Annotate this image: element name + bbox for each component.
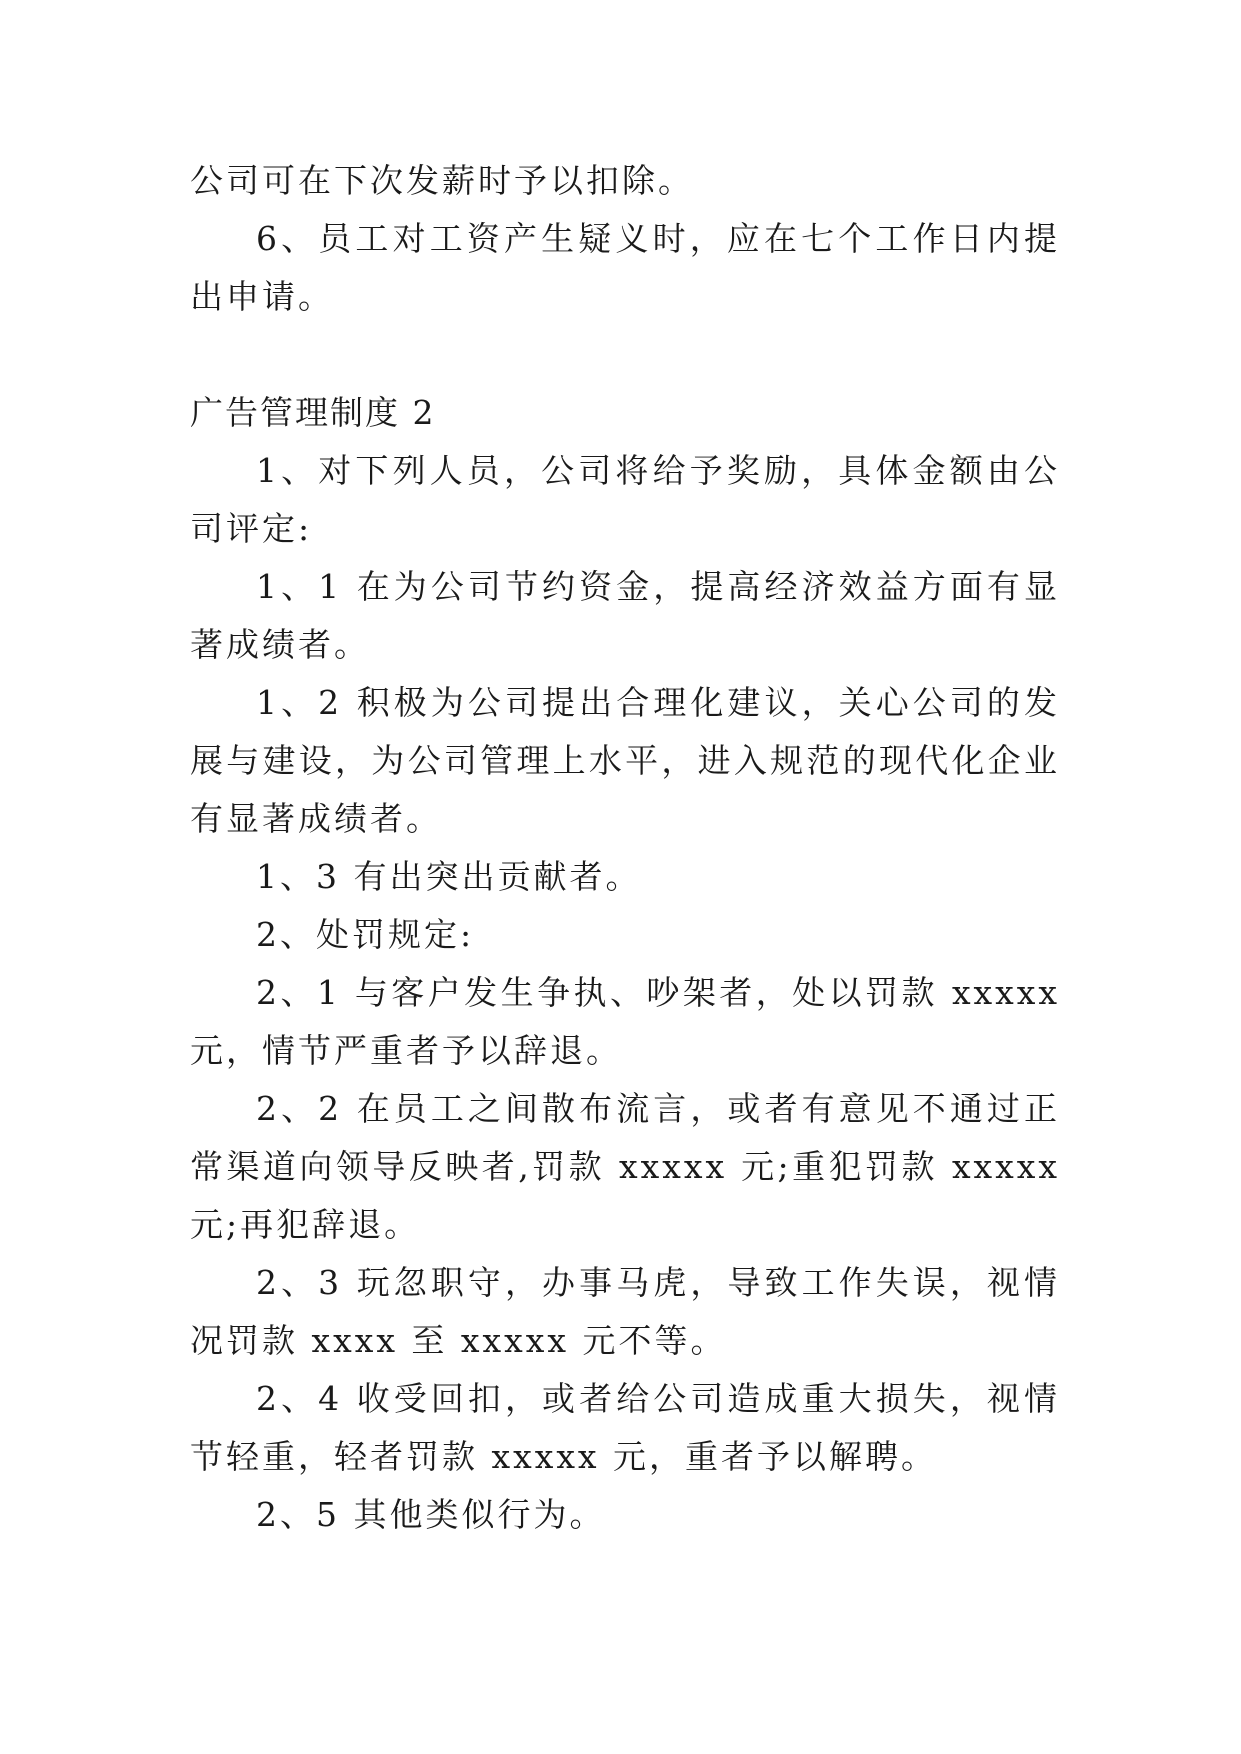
paragraph-item-2: 2、处罚规定: [256,915,475,954]
paragraph-continuation: 公司可在下次发薪时予以扣除。 [190,161,694,200]
paragraph-item-2-4: 2、4 收受回扣，或者给公司造成重大损失，视情节轻重，轻者罚款 xxxxx 元，重者予以解聘。 [190,1379,1060,1476]
paragraph-item-2-1: 2、1 与客户发生争执、吵架者，处以罚款 xxxxx 元，情节严重者予以辞退。 [190,973,1060,1070]
paragraph-item-6: 6、员工对工资产生疑义时，应在七个工作日内提出申请。 [190,219,1060,316]
paragraph-item-2-3: 2、3 玩忽职守，办事马虎，导致工作失误，视情况罚款 xxxx 至 xxxxx 元不等。 [190,1263,1060,1360]
section-heading: 广告管理制度 2 [190,393,436,432]
paragraph-item-1-2: 1、2 积极为公司提出合理化建议，关心公司的发展与建设，为公司管理上水平，进入规范的现代化企业有显著成绩者。 [190,683,1060,838]
paragraph-item-2-2: 2、2 在员工之间散布流言，或者有意见不通过正常渠道向领导反映者,罚款 xxxxx 元;重犯罚款 xxxxx 元;再犯辞退。 [190,1089,1060,1244]
paragraph-item-1-1: 1、1 在为公司节约资金，提高经济效益方面有显著成绩者。 [190,567,1060,664]
document-body [190,152,1060,1544]
paragraph-item-1: 1、对下列人员，公司将给予奖励，具体金额由公司评定: [190,451,1060,548]
paragraph-item-2-5: 2、5 其他类似行为。 [256,1495,606,1534]
paragraph-item-1-3: 1、3 有出突出贡献者。 [256,857,642,896]
